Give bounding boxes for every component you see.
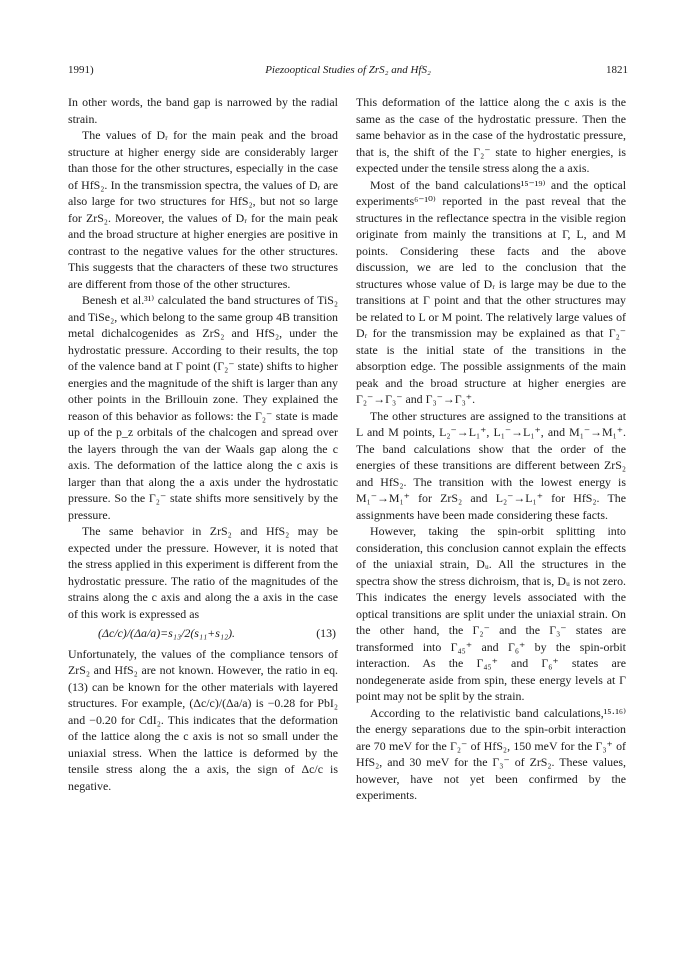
equation-body: (Δc/c)/(Δa/a)=s₁₃/2(s₁₁+s₁₂). (98, 626, 236, 640)
paragraph: However, taking the spin-orbit splitting into consideration, this conclusion cannot explain the effects of the uniaxial strain, Dᵤ. All the structures in the spectra show the stress dichroism, that is, Dᵤ is not zero. This indicates the energy levels associated with the optical transitions are split under the uniaxial strain. On the other hand, the Γ₂⁻ and the Γ₃⁻ states are transformed into Γ₄₅⁺ and Γ₆⁺ by the spin-orbit interaction. As the Γ₄₅⁺ and Γ₆⁺ states are nondegenerate aside from spin, these energy levels at Γ point may not be split by the strain. (356, 524, 626, 703)
paragraph: Most of the band calculations¹⁵⁻¹⁹⁾ and the optical experiments⁶⁻¹⁰⁾ reported in the past reveal that the structures in the reflectance spectra in the visible region originate from mainly the transitions at Γ, L, and M points. Considering these facts and the above discussion, we are led to the conclusion that the structures whose value of Dᵣ is large may be due to the transitions at Γ point and that the other structures may be related to L or M point. The relatively large values of Dᵣ for the transmission may be explained as that Γ₂⁻ state is the initial state of the transitions in the absorption edge. The possible assignments of the main peak and the broad structure at higher energies are Γ₂⁻→Γ₃⁻ and Γ₃⁻→Γ₃⁺. (356, 177, 626, 406)
equation-13 (68, 625, 338, 642)
right-column (356, 94, 626, 804)
paragraph: According to the relativistic band calculations,¹⁵·¹⁶⁾ the energy separations due to the spin-orbit interaction are 70 meV for the Γ₂⁻ of HfS₂, 150 meV for the Γ₃⁺ of HfS₂, and 30 meV for the Γ₃⁻ of ZrS₂. These values, however, have not yet been confirmed by the experiments. (356, 705, 626, 802)
left-column (68, 94, 338, 794)
paragraph: In other words, the band gap is narrowed by the radial strain. (68, 95, 338, 126)
journal-year: 1991) (68, 64, 94, 76)
paragraph: The other structures are assigned to the transitions at L and M points, L₂⁻→L₁⁺, L₁⁻→L₁⁺, and M₁⁻→M₁⁺. The band calculations show that the order of the energies of these transitions are different between ZrS₂ and HfS₂. The transition with the lowest energy is M₁⁻→M₁⁺ for ZrS₂ and L₂⁻→L₁⁺ for HfS₂. The assignments have been made considering these facts. (356, 408, 626, 522)
paragraph: The values of Dᵣ for the main peak and the broad structure at higher energy side are considerably larger than those for the other structures, especially in the case of HfS₂. In the transmission spectra, the values of Dᵣ are also large for two structures for HfS₂, but not so large for ZrS₂. Moreover, the values of Dᵣ for the main peak and the broad structure at higher energies are positive in contrast to the negative values for the other structures. This suggests that the characters of these two structures are different from those of the other structures. (68, 128, 338, 291)
paragraph: The same behavior in ZrS₂ and HfS₂ may be expected under the pressure. However, it is noted that the stress applied in this experiment is different from the hydrostatic pressure. The ratio of the magnitudes of the strains along the c axis and along the a axis in the case of this work is expressed as (68, 524, 338, 621)
equation-number: (13) (316, 626, 336, 640)
paragraph: Benesh et al.³¹⁾ calculated the band structures of TiS₂ and TiSe₂, which belong to the same group 4B transition metal dichalcogenides as ZrS₂ and HfS₂, under the hydrostatic pressure. According to their results, the top of the valence band at Γ point (Γ₂⁻ state) shifts to higher energies and the magnitude of the shift is larger than any other points in the Brillouin zone. They explained the reason of this behavior as follows: the Γ₂⁻ state is made up of the p_z orbitals of the chalcogen and spread over the layers through the van der Waals gap along the c axis. The deformation of the lattice along the c axis is larger than that along the a axis under the hydrostatic pressure. So the Γ₂⁻ state shifts more sensitively by the pressure. (68, 293, 338, 522)
paragraph: Unfortunately, the values of the compliance tensors of ZrS₂ and HfS₂ are not known. However, the ratio in eq. (13) can be known for the other materials with layered structures. For example, (Δc/c)/(Δa/a) is −0.28 for PbI₂ and −0.20 for CdI₂. This indicates that the deformation of the lattice along the c axis is not so small under the uniaxial stress. When the lattice is deformed by the tensile stress along the a axis, the sign of Δc/c is negative. (68, 646, 338, 793)
page-number: 1821 (606, 64, 628, 76)
paragraph: This deformation of the lattice along the c axis is the same as the case of the hydrostatic pressure. Then the same behavior as in the case of the hydrostatic pressure, that is, the shift of the Γ₂⁻ state to higher energies, is expected under the tensile stress along the a axis. (356, 95, 626, 175)
running-title: Piezooptical Studies of ZrS₂ and HfS₂ (265, 64, 431, 76)
